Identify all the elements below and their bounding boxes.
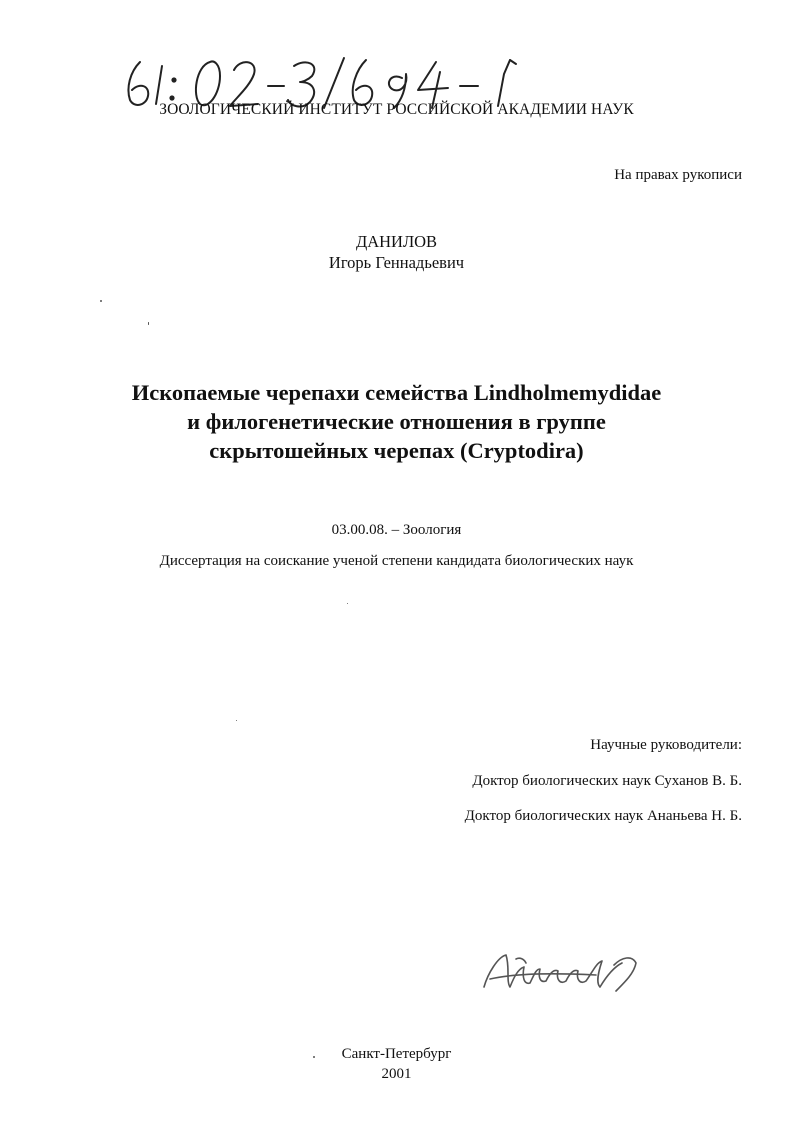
supervisors-label: Научные руководители: bbox=[590, 737, 742, 753]
scan-speck bbox=[236, 720, 237, 721]
title-line-1: Ископаемые черепахи семейства Lindholmemydidae bbox=[131, 380, 662, 405]
signature bbox=[476, 943, 646, 997]
author-given-names: Игорь Геннадьевич bbox=[328, 253, 465, 272]
scan-speck bbox=[100, 300, 102, 302]
dissertation-title bbox=[0, 378, 793, 465]
scan-speck bbox=[347, 603, 348, 604]
institute-name: ЗООЛОГИЧЕСКИЙ ИНСТИТУТ РОССИЙСКОЙ АКАДЕМИИ НАУК bbox=[159, 101, 634, 118]
supervisor-2: Доктор биологических наук Ананьева Н. Б. bbox=[464, 808, 742, 824]
specialty-code: 03.00.08. – Зоология bbox=[331, 522, 462, 538]
place: Санкт-Петербург bbox=[341, 1046, 452, 1062]
manuscript-rights-note: На правах рукописи bbox=[614, 167, 742, 183]
supervisor-1: Доктор биологических наук Суханов В. Б. bbox=[472, 773, 742, 789]
degree-statement: Диссертация на соискание ученой степени кандидата биологических наук bbox=[159, 553, 634, 569]
title-line-3: скрытошейных черепах (Cryptodira) bbox=[209, 438, 584, 463]
year: 2001 bbox=[381, 1066, 412, 1082]
author-surname: ДАНИЛОВ bbox=[355, 232, 438, 251]
scan-speck bbox=[148, 322, 149, 325]
title-line-2: и филогенетические отношения в группе bbox=[187, 409, 606, 434]
